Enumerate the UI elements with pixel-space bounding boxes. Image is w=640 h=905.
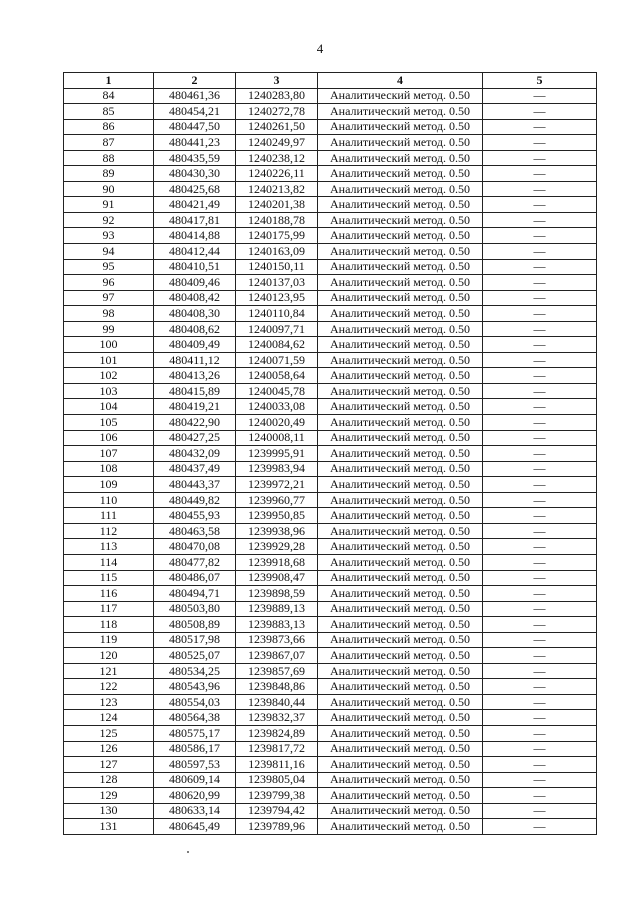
x-coordinate-cell: 480408,42	[154, 290, 236, 306]
point-number-cell: 125	[64, 725, 154, 741]
dash-cell: —	[483, 212, 597, 228]
dash-cell: —	[483, 772, 597, 788]
dash-cell: —	[483, 275, 597, 291]
x-coordinate-cell: 480517,98	[154, 632, 236, 648]
dash-cell: —	[483, 181, 597, 197]
table-row	[64, 586, 597, 602]
table-row	[64, 523, 597, 539]
dash-cell: —	[483, 788, 597, 804]
y-coordinate-cell: 1239789,96	[236, 819, 318, 835]
dash-cell: —	[483, 508, 597, 524]
y-coordinate-cell: 1239799,38	[236, 788, 318, 804]
method-cell: Аналитический метод. 0.50	[318, 212, 483, 228]
dash-cell: —	[483, 803, 597, 819]
point-number-cell: 106	[64, 430, 154, 446]
y-coordinate-cell: 1240045,78	[236, 383, 318, 399]
point-number-cell: 100	[64, 337, 154, 353]
table-row	[64, 617, 597, 633]
table-row	[64, 819, 597, 835]
dash-cell: —	[483, 321, 597, 337]
x-coordinate-cell: 480645,49	[154, 819, 236, 835]
y-coordinate-cell: 1239811,16	[236, 757, 318, 773]
table-row	[64, 150, 597, 166]
table-row	[64, 741, 597, 757]
x-coordinate-cell: 480417,81	[154, 212, 236, 228]
x-coordinate-cell: 480586,17	[154, 741, 236, 757]
x-coordinate-cell: 480415,89	[154, 383, 236, 399]
point-number-cell: 96	[64, 275, 154, 291]
method-cell: Аналитический метод. 0.50	[318, 150, 483, 166]
dash-cell: —	[483, 492, 597, 508]
y-coordinate-cell: 1240238,12	[236, 150, 318, 166]
x-coordinate-cell: 480470,08	[154, 539, 236, 555]
y-coordinate-cell: 1240058,64	[236, 368, 318, 384]
table-row	[64, 228, 597, 244]
y-coordinate-cell: 1240123,95	[236, 290, 318, 306]
dash-cell: —	[483, 477, 597, 493]
table-row	[64, 290, 597, 306]
header-col-5: 5	[483, 73, 597, 89]
y-coordinate-cell: 1240175,99	[236, 228, 318, 244]
y-coordinate-cell: 1239995,91	[236, 446, 318, 462]
point-number-cell: 129	[64, 788, 154, 804]
y-coordinate-cell: 1239832,37	[236, 710, 318, 726]
dash-cell: —	[483, 88, 597, 104]
dash-cell: —	[483, 119, 597, 135]
dash-cell: —	[483, 430, 597, 446]
y-coordinate-cell: 1239950,85	[236, 508, 318, 524]
dash-cell: —	[483, 632, 597, 648]
x-coordinate-cell: 480408,30	[154, 306, 236, 322]
y-coordinate-cell: 1239908,47	[236, 570, 318, 586]
x-coordinate-cell: 480413,26	[154, 368, 236, 384]
point-number-cell: 90	[64, 181, 154, 197]
dash-cell: —	[483, 694, 597, 710]
dash-cell: —	[483, 150, 597, 166]
table-row	[64, 554, 597, 570]
y-coordinate-cell: 1239873,66	[236, 632, 318, 648]
dash-cell: —	[483, 135, 597, 151]
method-cell: Аналитический метод. 0.50	[318, 741, 483, 757]
point-number-cell: 99	[64, 321, 154, 337]
point-number-cell: 98	[64, 306, 154, 322]
header-col-4: 4	[318, 73, 483, 89]
method-cell: Аналитический метод. 0.50	[318, 415, 483, 431]
point-number-cell: 103	[64, 383, 154, 399]
table-row	[64, 632, 597, 648]
x-coordinate-cell: 480564,38	[154, 710, 236, 726]
scan-speck	[187, 851, 189, 853]
dash-cell: —	[483, 399, 597, 415]
table-row	[64, 694, 597, 710]
point-number-cell: 95	[64, 259, 154, 275]
point-number-cell: 109	[64, 477, 154, 493]
point-number-cell: 126	[64, 741, 154, 757]
point-number-cell: 88	[64, 150, 154, 166]
x-coordinate-cell: 480633,14	[154, 803, 236, 819]
table-row	[64, 430, 597, 446]
table-row	[64, 461, 597, 477]
table-row	[64, 725, 597, 741]
dash-cell: —	[483, 648, 597, 664]
x-coordinate-cell: 480525,07	[154, 648, 236, 664]
x-coordinate-cell: 480414,88	[154, 228, 236, 244]
y-coordinate-cell: 1239938,96	[236, 523, 318, 539]
x-coordinate-cell: 480447,50	[154, 119, 236, 135]
dash-cell: —	[483, 166, 597, 182]
dash-cell: —	[483, 570, 597, 586]
table-row	[64, 803, 597, 819]
dash-cell: —	[483, 337, 597, 353]
dash-cell: —	[483, 725, 597, 741]
method-cell: Аналитический метод. 0.50	[318, 461, 483, 477]
dash-cell: —	[483, 617, 597, 633]
table-row	[64, 492, 597, 508]
x-coordinate-cell: 480435,59	[154, 150, 236, 166]
table-row	[64, 477, 597, 493]
method-cell: Аналитический метод. 0.50	[318, 492, 483, 508]
x-coordinate-cell: 480554,03	[154, 694, 236, 710]
point-number-cell: 101	[64, 352, 154, 368]
method-cell: Аналитический метод. 0.50	[318, 197, 483, 213]
y-coordinate-cell: 1240188,78	[236, 212, 318, 228]
y-coordinate-cell: 1240110,84	[236, 306, 318, 322]
dash-cell: —	[483, 461, 597, 477]
y-coordinate-cell: 1240071,59	[236, 352, 318, 368]
point-number-cell: 86	[64, 119, 154, 135]
dash-cell: —	[483, 679, 597, 695]
point-number-cell: 119	[64, 632, 154, 648]
x-coordinate-cell: 480411,12	[154, 352, 236, 368]
x-coordinate-cell: 480455,93	[154, 508, 236, 524]
method-cell: Аналитический метод. 0.50	[318, 430, 483, 446]
y-coordinate-cell: 1239883,13	[236, 617, 318, 633]
point-number-cell: 113	[64, 539, 154, 555]
method-cell: Аналитический метод. 0.50	[318, 819, 483, 835]
point-number-cell: 131	[64, 819, 154, 835]
table-row	[64, 119, 597, 135]
x-coordinate-cell: 480449,82	[154, 492, 236, 508]
point-number-cell: 97	[64, 290, 154, 306]
point-number-cell: 111	[64, 508, 154, 524]
x-coordinate-cell: 480408,62	[154, 321, 236, 337]
point-number-cell: 115	[64, 570, 154, 586]
dash-cell: —	[483, 352, 597, 368]
y-coordinate-cell: 1239972,21	[236, 477, 318, 493]
point-number-cell: 130	[64, 803, 154, 819]
table-body	[64, 88, 597, 834]
coordinates-table	[63, 72, 597, 835]
method-cell: Аналитический метод. 0.50	[318, 306, 483, 322]
y-coordinate-cell: 1240201,38	[236, 197, 318, 213]
y-coordinate-cell: 1239867,07	[236, 648, 318, 664]
table-row	[64, 788, 597, 804]
table-row	[64, 601, 597, 617]
method-cell: Аналитический метод. 0.50	[318, 446, 483, 462]
method-cell: Аналитический метод. 0.50	[318, 554, 483, 570]
method-cell: Аналитический метод. 0.50	[318, 694, 483, 710]
dash-cell: —	[483, 710, 597, 726]
method-cell: Аналитический метод. 0.50	[318, 632, 483, 648]
point-number-cell: 85	[64, 104, 154, 120]
y-coordinate-cell: 1239898,59	[236, 586, 318, 602]
x-coordinate-cell: 480409,49	[154, 337, 236, 353]
x-coordinate-cell: 480432,09	[154, 446, 236, 462]
x-coordinate-cell: 480461,36	[154, 88, 236, 104]
point-number-cell: 92	[64, 212, 154, 228]
table-row	[64, 446, 597, 462]
dash-cell: —	[483, 415, 597, 431]
table-row	[64, 181, 597, 197]
y-coordinate-cell: 1239857,69	[236, 663, 318, 679]
method-cell: Аналитический метод. 0.50	[318, 135, 483, 151]
method-cell: Аналитический метод. 0.50	[318, 788, 483, 804]
table-row	[64, 539, 597, 555]
x-coordinate-cell: 480609,14	[154, 772, 236, 788]
method-cell: Аналитический метод. 0.50	[318, 352, 483, 368]
dash-cell: —	[483, 663, 597, 679]
dash-cell: —	[483, 819, 597, 835]
method-cell: Аналитический метод. 0.50	[318, 617, 483, 633]
x-coordinate-cell: 480597,53	[154, 757, 236, 773]
method-cell: Аналитический метод. 0.50	[318, 679, 483, 695]
table-row	[64, 570, 597, 586]
point-number-cell: 116	[64, 586, 154, 602]
y-coordinate-cell: 1239794,42	[236, 803, 318, 819]
method-cell: Аналитический метод. 0.50	[318, 663, 483, 679]
x-coordinate-cell: 480443,37	[154, 477, 236, 493]
x-coordinate-cell: 480425,68	[154, 181, 236, 197]
y-coordinate-cell: 1240249,97	[236, 135, 318, 151]
point-number-cell: 89	[64, 166, 154, 182]
dash-cell: —	[483, 586, 597, 602]
method-cell: Аналитический метод. 0.50	[318, 368, 483, 384]
method-cell: Аналитический метод. 0.50	[318, 508, 483, 524]
x-coordinate-cell: 480508,89	[154, 617, 236, 633]
method-cell: Аналитический метод. 0.50	[318, 757, 483, 773]
method-cell: Аналитический метод. 0.50	[318, 181, 483, 197]
point-number-cell: 114	[64, 554, 154, 570]
x-coordinate-cell: 480534,25	[154, 663, 236, 679]
header-col-2: 2	[154, 73, 236, 89]
y-coordinate-cell: 1240084,62	[236, 337, 318, 353]
point-number-cell: 123	[64, 694, 154, 710]
method-cell: Аналитический метод. 0.50	[318, 383, 483, 399]
table-row	[64, 321, 597, 337]
method-cell: Аналитический метод. 0.50	[318, 772, 483, 788]
dash-cell: —	[483, 446, 597, 462]
table-row	[64, 648, 597, 664]
point-number-cell: 120	[64, 648, 154, 664]
y-coordinate-cell: 1240097,71	[236, 321, 318, 337]
point-number-cell: 128	[64, 772, 154, 788]
method-cell: Аналитический метод. 0.50	[318, 228, 483, 244]
table-row	[64, 104, 597, 120]
table-row	[64, 244, 597, 260]
dash-cell: —	[483, 741, 597, 757]
method-cell: Аналитический метод. 0.50	[318, 244, 483, 260]
method-cell: Аналитический метод. 0.50	[318, 399, 483, 415]
y-coordinate-cell: 1240150,11	[236, 259, 318, 275]
y-coordinate-cell: 1240020,49	[236, 415, 318, 431]
point-number-cell: 110	[64, 492, 154, 508]
point-number-cell: 87	[64, 135, 154, 151]
x-coordinate-cell: 480421,49	[154, 197, 236, 213]
table-row	[64, 352, 597, 368]
y-coordinate-cell: 1240213,82	[236, 181, 318, 197]
x-coordinate-cell: 480620,99	[154, 788, 236, 804]
method-cell: Аналитический метод. 0.50	[318, 570, 483, 586]
method-cell: Аналитический метод. 0.50	[318, 601, 483, 617]
method-cell: Аналитический метод. 0.50	[318, 119, 483, 135]
point-number-cell: 84	[64, 88, 154, 104]
dash-cell: —	[483, 244, 597, 260]
x-coordinate-cell: 480463,58	[154, 523, 236, 539]
x-coordinate-cell: 480494,71	[154, 586, 236, 602]
y-coordinate-cell: 1239929,28	[236, 539, 318, 555]
page-number: 4	[316, 41, 324, 56]
y-coordinate-cell: 1240226,11	[236, 166, 318, 182]
dash-cell: —	[483, 368, 597, 384]
dash-cell: —	[483, 259, 597, 275]
y-coordinate-cell: 1240283,80	[236, 88, 318, 104]
method-cell: Аналитический метод. 0.50	[318, 539, 483, 555]
y-coordinate-cell: 1239960,77	[236, 492, 318, 508]
x-coordinate-cell: 480422,90	[154, 415, 236, 431]
point-number-cell: 93	[64, 228, 154, 244]
dash-cell: —	[483, 757, 597, 773]
table-row	[64, 88, 597, 104]
table-row	[64, 399, 597, 415]
x-coordinate-cell: 480503,80	[154, 601, 236, 617]
dash-cell: —	[483, 197, 597, 213]
x-coordinate-cell: 480437,49	[154, 461, 236, 477]
method-cell: Аналитический метод. 0.50	[318, 321, 483, 337]
y-coordinate-cell: 1240272,78	[236, 104, 318, 120]
method-cell: Аналитический метод. 0.50	[318, 586, 483, 602]
method-cell: Аналитический метод. 0.50	[318, 523, 483, 539]
point-number-cell: 104	[64, 399, 154, 415]
point-number-cell: 102	[64, 368, 154, 384]
table-row	[64, 337, 597, 353]
header-col-1: 1	[64, 73, 154, 89]
y-coordinate-cell: 1239889,13	[236, 601, 318, 617]
point-number-cell: 117	[64, 601, 154, 617]
dash-cell: —	[483, 306, 597, 322]
y-coordinate-cell: 1239918,68	[236, 554, 318, 570]
table-row	[64, 259, 597, 275]
method-cell: Аналитический метод. 0.50	[318, 259, 483, 275]
table-row	[64, 679, 597, 695]
table-row	[64, 197, 597, 213]
method-cell: Аналитический метод. 0.50	[318, 710, 483, 726]
y-coordinate-cell: 1239817,72	[236, 741, 318, 757]
x-coordinate-cell: 480477,82	[154, 554, 236, 570]
point-number-cell: 94	[64, 244, 154, 260]
table-row	[64, 368, 597, 384]
dash-cell: —	[483, 601, 597, 617]
x-coordinate-cell: 480430,30	[154, 166, 236, 182]
table-row	[64, 757, 597, 773]
method-cell: Аналитический метод. 0.50	[318, 275, 483, 291]
dash-cell: —	[483, 554, 597, 570]
table-row	[64, 415, 597, 431]
point-number-cell: 91	[64, 197, 154, 213]
x-coordinate-cell: 480409,46	[154, 275, 236, 291]
table-row	[64, 772, 597, 788]
y-coordinate-cell: 1239848,86	[236, 679, 318, 695]
dash-cell: —	[483, 383, 597, 399]
table-row	[64, 306, 597, 322]
point-number-cell: 121	[64, 663, 154, 679]
x-coordinate-cell: 480427,25	[154, 430, 236, 446]
point-number-cell: 107	[64, 446, 154, 462]
dash-cell: —	[483, 539, 597, 555]
dash-cell: —	[483, 104, 597, 120]
y-coordinate-cell: 1239805,04	[236, 772, 318, 788]
point-number-cell: 127	[64, 757, 154, 773]
table-row	[64, 166, 597, 182]
x-coordinate-cell: 480454,21	[154, 104, 236, 120]
point-number-cell: 122	[64, 679, 154, 695]
point-number-cell: 118	[64, 617, 154, 633]
dash-cell: —	[483, 290, 597, 306]
method-cell: Аналитический метод. 0.50	[318, 337, 483, 353]
method-cell: Аналитический метод. 0.50	[318, 104, 483, 120]
method-cell: Аналитический метод. 0.50	[318, 803, 483, 819]
table-row	[64, 135, 597, 151]
table-header-row	[64, 73, 597, 89]
x-coordinate-cell: 480441,23	[154, 135, 236, 151]
x-coordinate-cell: 480575,17	[154, 725, 236, 741]
method-cell: Аналитический метод. 0.50	[318, 290, 483, 306]
point-number-cell: 112	[64, 523, 154, 539]
method-cell: Аналитический метод. 0.50	[318, 88, 483, 104]
point-number-cell: 124	[64, 710, 154, 726]
x-coordinate-cell: 480543,96	[154, 679, 236, 695]
method-cell: Аналитический метод. 0.50	[318, 725, 483, 741]
y-coordinate-cell: 1239824,89	[236, 725, 318, 741]
x-coordinate-cell: 480412,44	[154, 244, 236, 260]
method-cell: Аналитический метод. 0.50	[318, 648, 483, 664]
y-coordinate-cell: 1240008,11	[236, 430, 318, 446]
header-col-3: 3	[236, 73, 318, 89]
table-row	[64, 663, 597, 679]
x-coordinate-cell: 480419,21	[154, 399, 236, 415]
y-coordinate-cell: 1240261,50	[236, 119, 318, 135]
table-row	[64, 383, 597, 399]
dash-cell: —	[483, 523, 597, 539]
method-cell: Аналитический метод. 0.50	[318, 166, 483, 182]
y-coordinate-cell: 1239983,94	[236, 461, 318, 477]
method-cell: Аналитический метод. 0.50	[318, 477, 483, 493]
x-coordinate-cell: 480486,07	[154, 570, 236, 586]
y-coordinate-cell: 1240033,08	[236, 399, 318, 415]
dash-cell: —	[483, 228, 597, 244]
table-row	[64, 710, 597, 726]
table-row	[64, 275, 597, 291]
table-row	[64, 508, 597, 524]
table-row	[64, 212, 597, 228]
y-coordinate-cell: 1239840,44	[236, 694, 318, 710]
y-coordinate-cell: 1240137,03	[236, 275, 318, 291]
y-coordinate-cell: 1240163,09	[236, 244, 318, 260]
point-number-cell: 108	[64, 461, 154, 477]
point-number-cell: 105	[64, 415, 154, 431]
x-coordinate-cell: 480410,51	[154, 259, 236, 275]
